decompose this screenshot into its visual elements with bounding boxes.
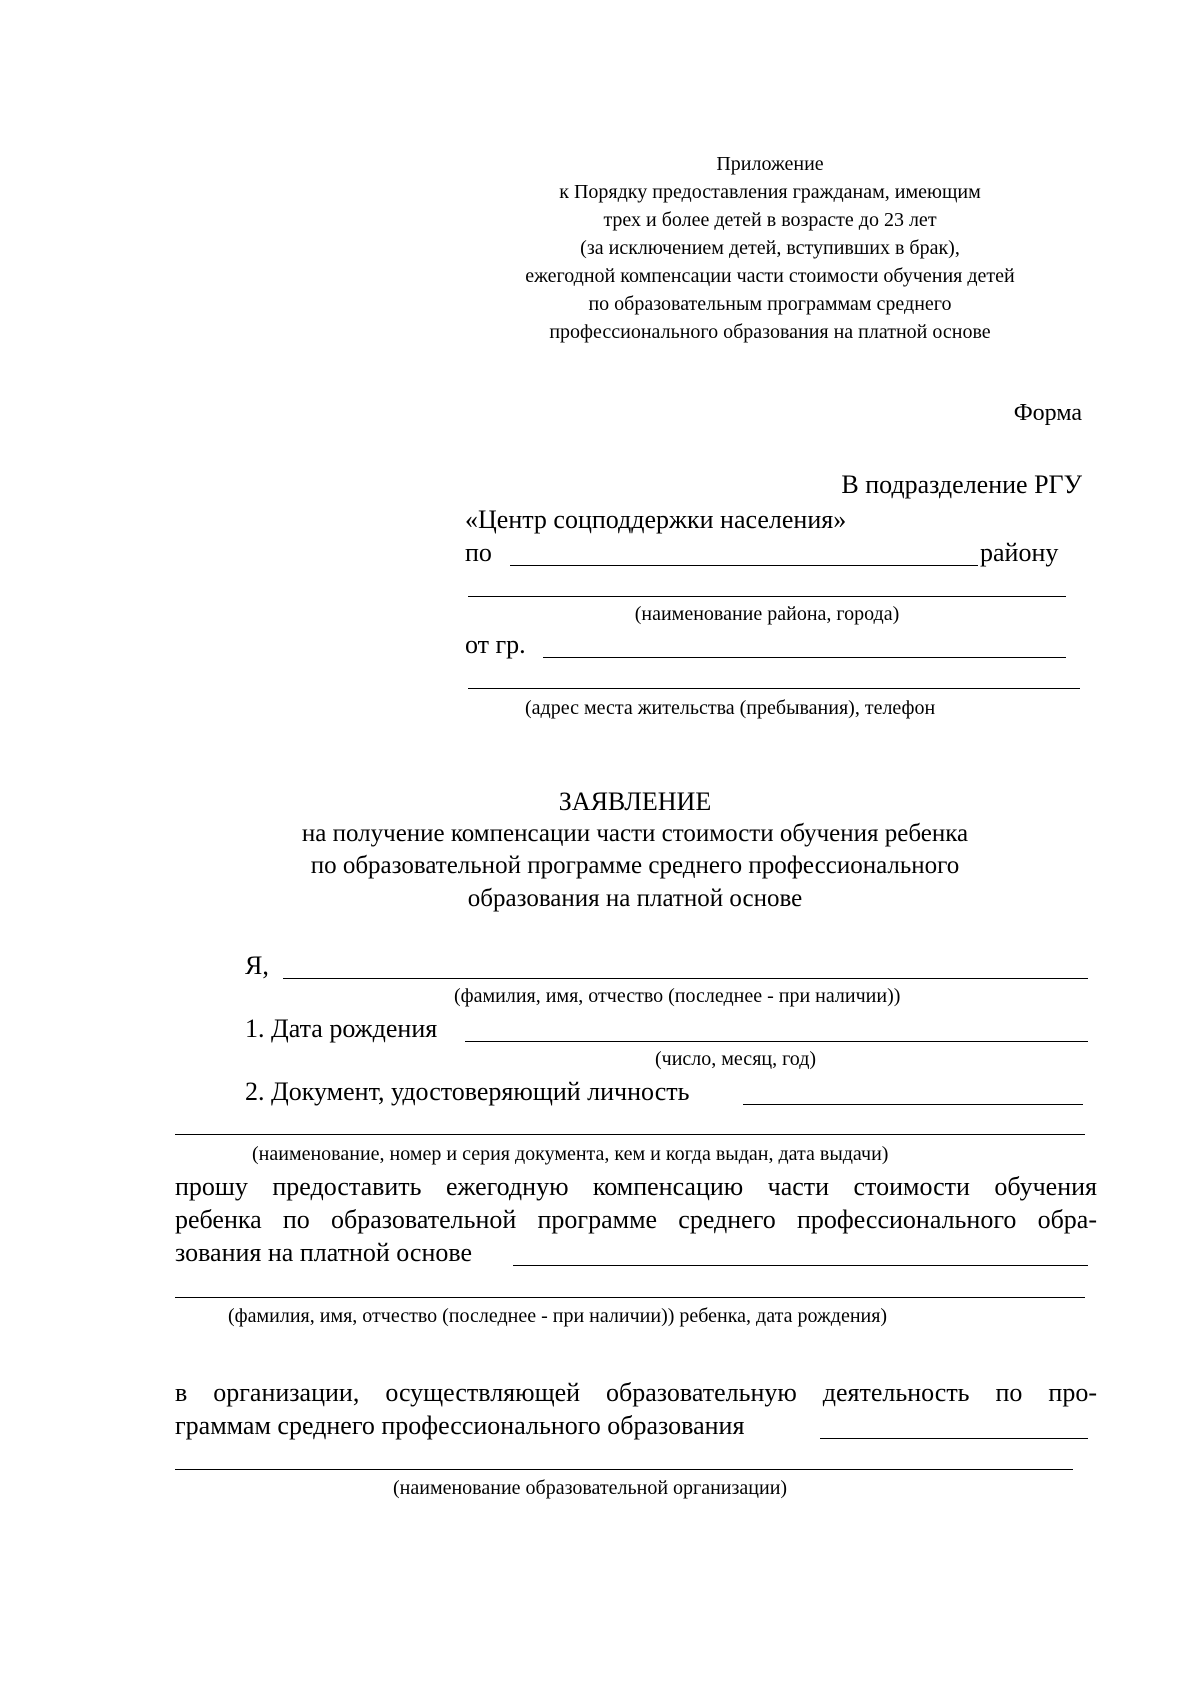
addressee-line1: В подразделение РГУ [841, 470, 1082, 499]
dob-label: 1. Дата рождения [245, 1014, 438, 1043]
ya-label: Я, [245, 951, 269, 980]
annex-line: профессионального образования на платной основе [549, 321, 991, 343]
organization-field[interactable] [820, 1438, 1088, 1439]
rayonu-label: району [980, 538, 1059, 567]
organization-line: в организации, осуществляющей образовательную деятельность по про- [175, 1378, 1097, 1407]
dob-field[interactable] [465, 1041, 1088, 1042]
application-title: ЗАЯВЛЕНИЕ [558, 787, 712, 816]
fio-field[interactable] [283, 978, 1088, 979]
form-label: Форма [1013, 400, 1082, 426]
request-line: ребенка по образовательной программе среднего профессионального обра- [175, 1205, 1097, 1234]
doc-label: 2. Документ, удостоверяющий личность [245, 1077, 690, 1106]
organization-line: граммам среднего профессионального образования [175, 1411, 745, 1440]
child-field-line2[interactable] [175, 1297, 1085, 1298]
doc-field[interactable] [743, 1104, 1083, 1105]
request-line: зования на платной основе [175, 1238, 473, 1267]
addressee-line2: «Центр соцподдержки населения» [465, 505, 847, 534]
po-label: по [465, 538, 492, 567]
request-line: прошу предоставить ежегодную компенсацию части стоимости обучения [175, 1172, 1097, 1201]
address-field[interactable] [468, 688, 1080, 689]
district-field-line2[interactable] [468, 596, 1066, 597]
application-subtitle-line: по образовательной программе среднего профессионального [310, 852, 960, 879]
annex-line: трех и более детей в возрасте до 23 лет [603, 209, 937, 231]
child-caption: (фамилия, имя, отчество (последнее - при наличии)) ребенка, дата рождения) [228, 1305, 888, 1327]
address-caption: (адрес места жительства (пребывания), телефон [525, 697, 936, 719]
annex-line: по образовательным программам среднего [588, 293, 952, 315]
organization-caption: (наименование образовательной организации) [393, 1477, 788, 1499]
district-field[interactable] [510, 565, 978, 566]
annex-line: к Порядку предоставления гражданам, имеющим [559, 181, 981, 203]
doc-caption: (наименование, номер и серия документа, кем и когда выдан, дата выдачи) [252, 1143, 889, 1165]
annex-line: Приложение [716, 153, 824, 175]
dob-caption: (число, месяц, год) [655, 1048, 817, 1070]
annex-line: (за исключением детей, вступивших в брак), [580, 237, 960, 259]
organization-field-line2[interactable] [175, 1469, 1073, 1470]
fio-caption: (фамилия, имя, отчество (последнее - при наличии)) [454, 985, 901, 1007]
application-subtitle-line: на получение компенсации части стоимости обучения ребенка [301, 820, 969, 847]
application-subtitle-line: образования на платной основе [467, 885, 803, 912]
applicant-name-field[interactable] [543, 657, 1066, 658]
child-field[interactable] [513, 1265, 1088, 1266]
ot-gr-label: от гр. [465, 630, 526, 659]
doc-field-line2[interactable] [175, 1134, 1085, 1135]
annex-line: ежегодной компенсации части стоимости обучения детей [525, 265, 1015, 287]
district-caption: (наименование района, города) [634, 603, 900, 625]
